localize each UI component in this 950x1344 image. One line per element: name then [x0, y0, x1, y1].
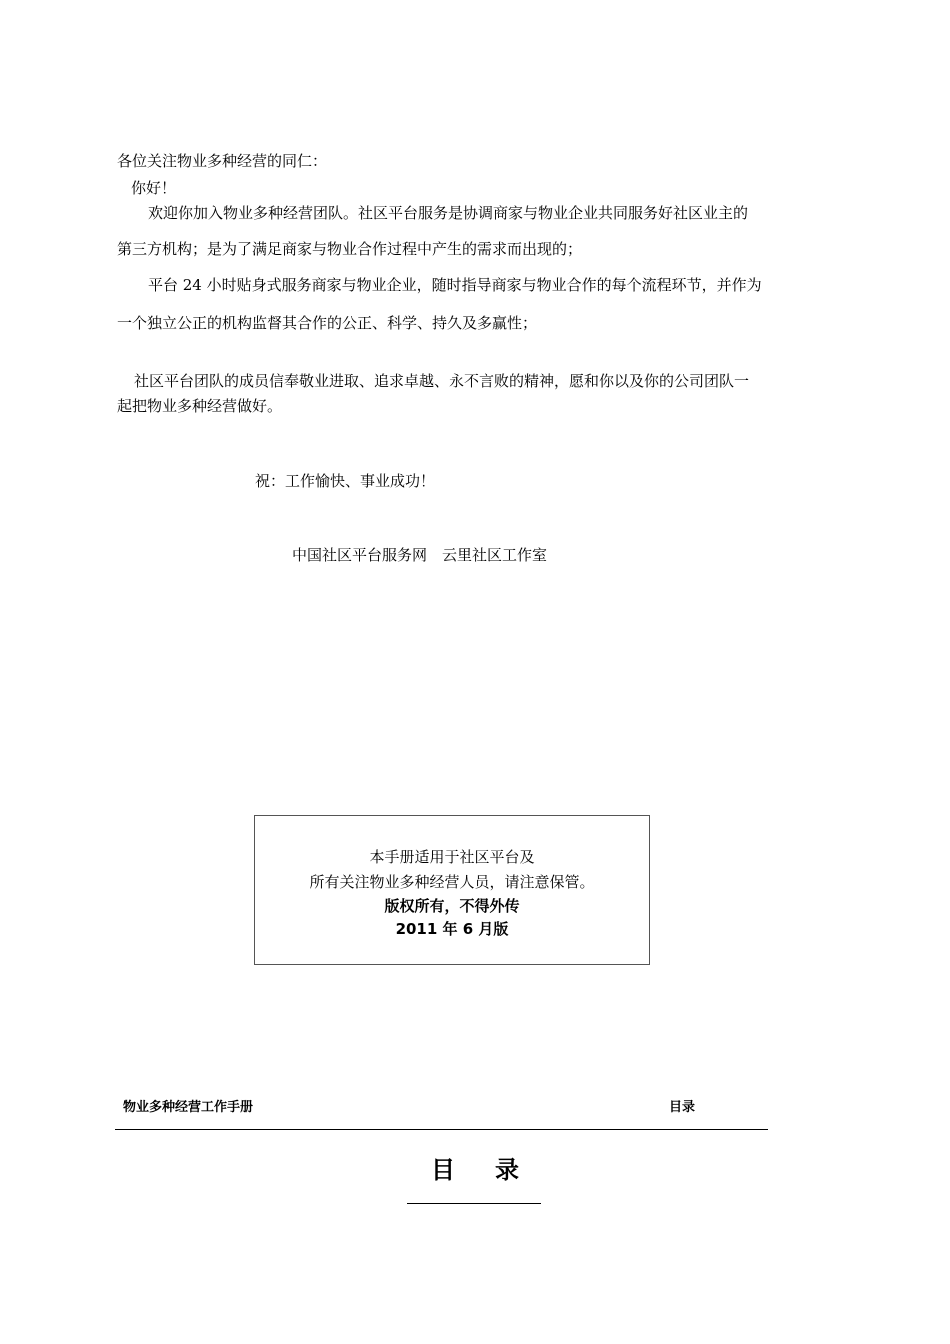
header-divider	[115, 1129, 768, 1130]
notice-line-2: 所有关注物业多种经营人员，请注意保管。	[309, 873, 595, 891]
letter-paragraph-2-line-2: 一个独立公正的机构监督其合作的公正、科学、持久及多赢性；	[117, 314, 538, 332]
running-header-section: 目录	[669, 1100, 696, 1115]
notice-copyright: 版权所有，不得外传	[384, 897, 520, 915]
notice-line-1: 本手册适用于社区平台及	[369, 848, 535, 866]
letter-salutation: 各位关注物业多种经营的同仁：	[117, 152, 328, 170]
running-header-title: 物业多种经营工作手册	[123, 1100, 254, 1115]
letter-paragraph-1-line-2: 第三方机构；是为了满足商家与物业合作过程中产生的需求而出现的；	[117, 240, 583, 258]
letter-paragraph-3-line-2: 起把物业多种经营做好。	[117, 397, 283, 415]
toc-title-underline	[407, 1203, 541, 1204]
notice-edition: 2011 年 6 月版	[395, 920, 509, 938]
letter-paragraph-1-line-1: 欢迎你加入物业多种经营团队。社区平台服务是协调商家与物业企业共同服务好社区业主的	[148, 204, 749, 222]
letter-paragraph-3-line-1: 社区平台团队的成员信奉敬业进取、追求卓越、永不言败的精神，愿和你以及你的公司团队一	[134, 372, 750, 390]
letter-greeting: 你好！	[131, 179, 177, 197]
toc-title: 目录	[431, 1156, 559, 1184]
letter-paragraph-2-line-1: 平台 24 小时贴身式服务商家与物业企业，随时指导商家与物业合作的每个流程环节，并作为	[148, 276, 762, 294]
notice-box	[254, 815, 650, 965]
letter-signature: 中国社区平台服务网 云里社区工作室	[292, 546, 548, 564]
letter-wish: 祝：工作愉快、事业成功！	[255, 472, 436, 490]
